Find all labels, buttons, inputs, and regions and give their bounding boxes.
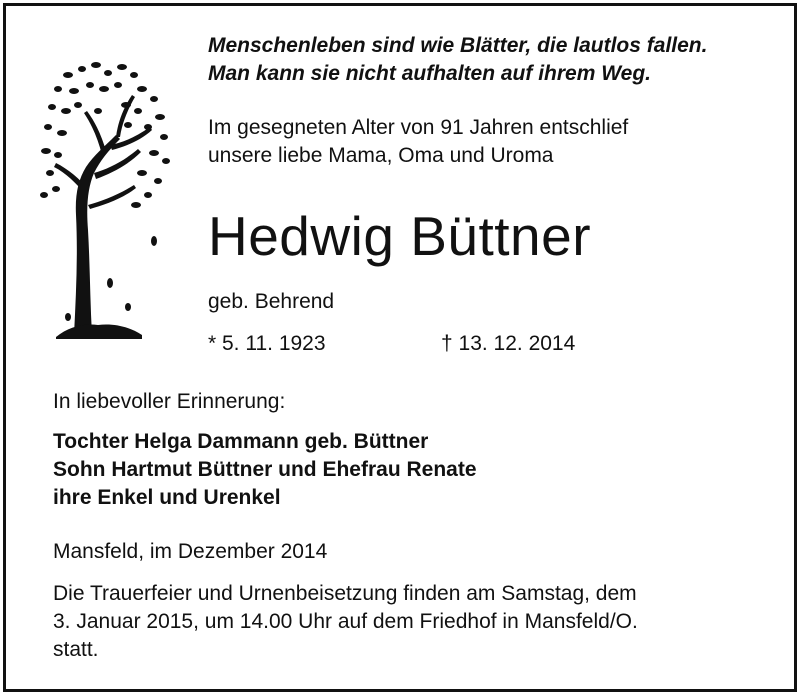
intro-line-2: unsere liebe Mama, Oma und Uroma [208,144,554,167]
quote-line-2: Man kann sie nicht aufhalten auf ihrem Weg. [208,62,652,85]
tree-icon [38,55,178,345]
place-date: Mansfeld, im Dezember 2014 [53,540,328,563]
mourner-line: ihre Enkel und Urenkel [53,486,281,509]
funeral-line-2: 3. Januar 2015, um 14.00 Uhr auf dem Friedhof in Mansfeld/O. [53,610,638,633]
birth-name: geb. Behrend [208,290,335,313]
funeral-line-3: statt. [53,638,99,661]
intro-line-1: Im gesegneten Alter von 91 Jahren entschlief [208,116,629,139]
memory-label: In liebevoller Erinnerung: [53,390,286,413]
quote-line-1: Menschenleben sind wie Blätter, die lautlos fallen. [208,34,708,57]
mourner-line: Tochter Helga Dammann geb. Büttner [53,430,429,453]
funeral-line-1: Die Trauerfeier und Urnenbeisetzung finden am Samstag, dem [53,582,637,605]
mourner-line: Sohn Hartmut Büttner und Ehefrau Renate [53,458,477,481]
birth-date: * 5. 11. 1923 [208,332,326,355]
death-date: † 13. 12. 2014 [441,332,576,355]
deceased-name: Hedwig Büttner [208,205,592,267]
